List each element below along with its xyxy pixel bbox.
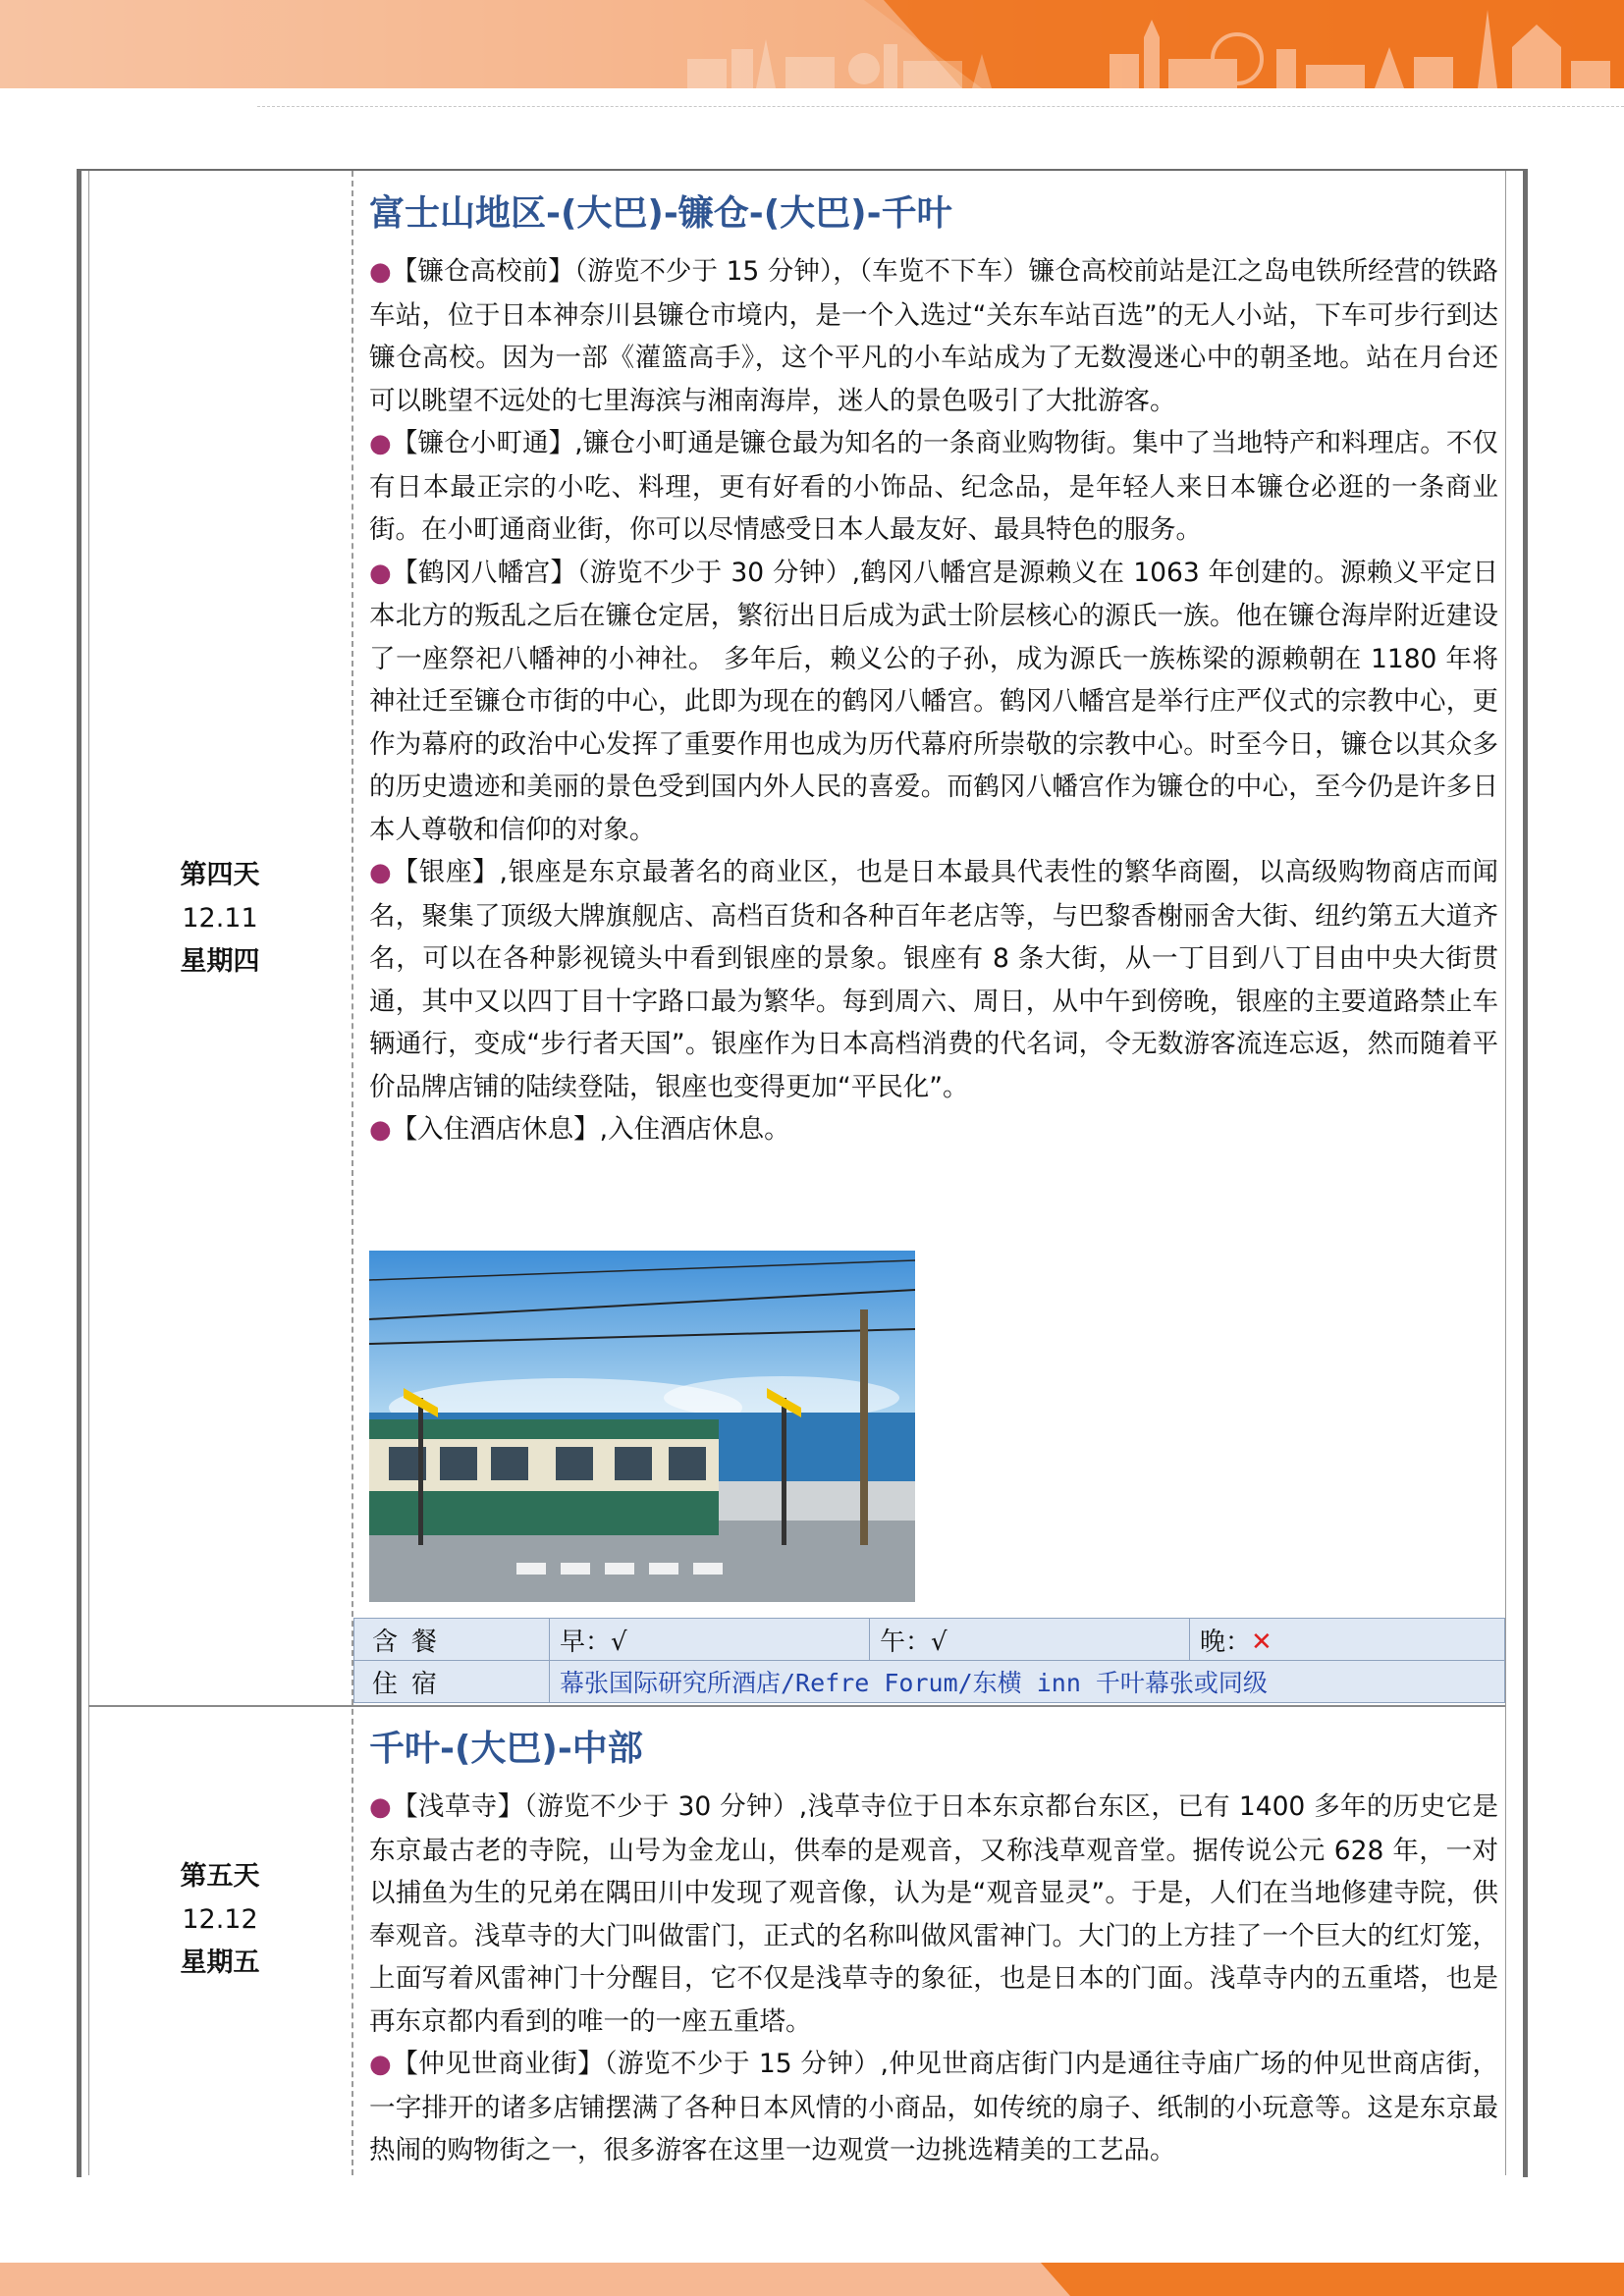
day-date: 12.12 (182, 1904, 258, 1935)
dinner-cell: 晚：✕ (1190, 1619, 1505, 1661)
bullet-icon: ● (369, 2050, 393, 2079)
day-name: 第四天 (180, 860, 260, 890)
table-inner-border-left (88, 171, 89, 2175)
header-banner (0, 0, 1624, 88)
attraction-paragraph: ●【银座】,银座是东京最著名的商业区，也是日本最具代表性的繁华商圈，以高级购物商店而闻名，聚集了顶级大牌旗舰店、高档百货和各种百年老店等，与巴黎香榭丽舍大街、纽约第五大道齐名，可以在各种影视镜头中看到银座的景象。银座有 8 条大街，从一丁目到八丁目由中央大街贯通，其中又以四丁目十字路口最为繁华。每到周六、周日，从中午到傍晚，银座的主要道路禁止车辆通行，变成“步行者天国”。银座作为日本高档消费的代名词，令无数游客流连忘返，然而随着平价品牌店铺的陆续登陆，银座也变得更加“平民化”。 (369, 857, 1498, 1102)
attraction-paragraph: ●【仲见世商业街】（游览不少于 15 分钟）,仲见世商店街门内是通往寺庙广场的仲见世商店街，一字排开的诸多店铺摆满了各种日本风情的小商品，如传统的扇子、纸制的小玩意等。这是东京最热闹的购物街之一，很多游客在这里一边观赏一边挑选精美的工艺品。 (369, 2049, 1499, 2165)
attraction-paragraph: ●【镰仓高校前】（游览不少于 15 分钟），（车览不下车）镰仓高校前站是江之岛电铁所经营的铁路车站，位于日本神奈川县镰仓市境内，是一个入选过“关东车站百选”的无人小站，下车可步行到达镰仓高校。因为一部《灌篮高手》，这个平凡的小车站成为了无数漫迷心中的朝圣地。站在月台还可以眺望不远处的七里海滨与湘南海岸，迷人的景色吸引了大批游客。 (369, 256, 1499, 416)
day-content-5 (369, 1725, 1498, 2172)
breakfast-cell: 早：√ (550, 1619, 870, 1661)
day-content-4 (369, 189, 1498, 1152)
bullet-icon: ● (369, 429, 392, 458)
bullet-icon: ● (369, 1792, 393, 1822)
footer-band (0, 2263, 1624, 2296)
day-weekday: 星期四 (180, 946, 260, 977)
day-weekday: 星期五 (180, 1948, 260, 1978)
bullet-icon: ● (369, 558, 393, 588)
skyline-illustration (0, 0, 1624, 88)
attraction-paragraph: ●【浅草寺】（游览不少于 30 分钟）,浅草寺位于日本东京都台东区，已有 1400 多年的历史它是东京最古老的寺院，山号为金龙山，供奉的是观音，又称浅草观音堂。据传说公元 628 年，一对以捕鱼为生的兄弟在隅田川中发现了观音像，认为是“观音显灵”。于是，人们在当地修建寺院，供奉观音。浅草寺的大门叫做雷门，正式的名称叫做风雷神门。大门的上方挂了一个巨大的红灯笼，上面写着风雷神门十分醒目，它不仅是浅草寺的象征，也是日本的门面。浅草寺内的五重塔，也是再东京都内看到的唯一的一座五重塔。 (369, 1791, 1499, 2037)
meal-hotel-table (353, 1618, 1505, 1703)
day-label-4 (90, 854, 350, 984)
lunch-cell: 午：√ (870, 1619, 1190, 1661)
meal-row (354, 1619, 1505, 1661)
header-rule (257, 106, 1624, 107)
table-inner-border-right (1505, 171, 1506, 2175)
route-title: 千叶-(大巴)-中部 (369, 1729, 643, 1769)
hotel-value: 幕张国际研究所酒店/Refre Forum/东横 inn 千叶幕张或同级 (550, 1661, 1505, 1703)
route-title: 富士山地区-(大巴)-镰仓-(大巴)-千叶 (369, 193, 952, 234)
attraction-paragraph: ●【镰仓小町通】,镰仓小町通是镰仓最为知名的一条商业购物街。集中了当地特产和料理店。不仅有日本最正宗的小吃、料理，更有好看的小饰品、纪念品，是年轻人来日本镰仓必逛的一条商业街。在小町通商业街，你可以尽情感受日本人最友好、最具特色的服务。 (369, 428, 1498, 545)
day-name: 第五天 (180, 1861, 260, 1892)
cross-icon: ✕ (1251, 1627, 1272, 1657)
hotel-label: 住宿 (354, 1661, 550, 1703)
attraction-paragraph: ●【鹤冈八幡宫】（游览不少于 30 分钟）,鹤冈八幡宫是源赖义在 1063 年创建的。源赖义平定日本北方的叛乱之后在镰仓定居，繁衍出日后成为武士阶层核心的源氏一族。他在镰仓海岸附近建设了一座祭祀八幡神的小神社。 多年后，赖义公的子孙，成为源氏一族栋梁的源赖朝在 1180 年将神社迁至镰仓市街的中心，此即为现在的鹤冈八幡宫。鹤冈八幡宫是举行庄严仪式的宗教中心，更作为幕府的政治中心发挥了重要作用也成为历代幕府所崇敬的宗教中心。时至今日，镰仓以其众多的历史遗迹和美丽的景色受到国内外人民的喜爱。而鹤冈八幡宫作为镰仓的中心，至今仍是许多日本人尊敬和信仰的对象。 (369, 557, 1499, 845)
column-divider (352, 171, 353, 2175)
bullet-icon: ● (369, 858, 393, 887)
enoden-tram-photo (369, 1251, 915, 1602)
meal-label: 含餐 (354, 1619, 550, 1661)
day-date: 12.11 (182, 903, 258, 934)
hotel-row (354, 1661, 1505, 1703)
attraction-paragraph: ●【入住酒店休息】,入住酒店休息。 (369, 1114, 790, 1145)
day-separator (88, 1705, 1505, 1707)
bullet-icon: ● (369, 1115, 392, 1145)
day-label-5 (90, 1855, 350, 1985)
bullet-icon: ● (369, 257, 392, 287)
